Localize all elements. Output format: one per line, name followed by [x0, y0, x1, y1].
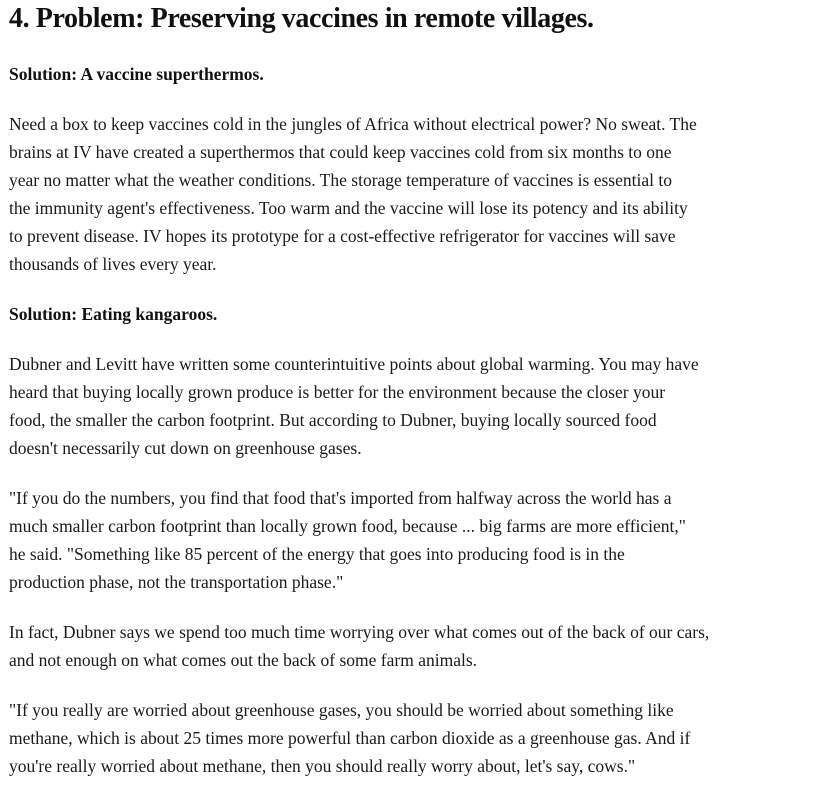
paragraph-global-warming: [9, 350, 835, 462]
paragraph-line: he said. "Something like 85 percent of the energy that goes into producing food is in the: [9, 544, 625, 564]
paragraph-line: you're really worried about methane, then you should really worry about, let's say, cows.": [9, 756, 636, 776]
paragraph-line: In fact, Dubner says we spend too much time worrying over what comes out of the back of our cars,: [9, 622, 710, 642]
solution-subheading: Solution: Eating kangaroos.: [9, 304, 218, 324]
solution-subheading: Solution: A vaccine superthermos.: [9, 64, 264, 84]
paragraph-farm-animals: [9, 618, 835, 674]
paragraph-line: heard that buying locally grown produce is better for the environment because the closer your: [9, 382, 666, 402]
paragraph-line: Need a box to keep vaccines cold in the jungles of Africa without electrical power? No sweat. The: [9, 114, 697, 134]
paragraph-line: to prevent disease. IV hopes its prototype for a cost-effective refrigerator for vaccines will save: [9, 226, 676, 246]
paragraph-line: and not enough on what comes out the back of some farm animals.: [9, 650, 478, 670]
paragraph-line: the immunity agent's effectiveness. Too warm and the vaccine will lose its potency and its ability: [9, 198, 688, 218]
paragraph-line: Dubner and Levitt have written some counterintuitive points about global warming. You may have: [9, 354, 699, 374]
paragraph-line: much smaller carbon footprint than locally grown food, because ... big farms are more efficient,": [9, 516, 686, 536]
paragraph-vaccine-superthermos: [9, 110, 835, 278]
paragraph-line: methane, which is about 25 times more powerful than carbon dioxide as a greenhouse gas. And if: [9, 728, 691, 748]
paragraph-line: thousands of lives every year.: [9, 254, 217, 274]
paragraph-line: "If you do the numbers, you find that food that's imported from halfway across the world has a: [9, 488, 672, 508]
paragraph-quote-methane: [9, 696, 835, 780]
paragraph-line: production phase, not the transportation phase.": [9, 572, 344, 592]
paragraph-quote-food-imports: [9, 484, 835, 596]
paragraph-line: food, the smaller the carbon footprint. But according to Dubner, buying locally sourced food: [9, 410, 657, 430]
paragraph-line: year no matter what the weather conditions. The storage temperature of vaccines is essential to: [9, 170, 672, 190]
section-heading: 4. Problem: Preserving vaccines in remote villages.: [9, 3, 594, 34]
paragraph-line: "If you really are worried about greenhouse gases, you should be worried about something like: [9, 700, 674, 720]
paragraph-line: brains at IV have created a superthermos that could keep vaccines cold from six months to one: [9, 142, 672, 162]
article-body: [9, 0, 835, 780]
paragraph-line: doesn't necessarily cut down on greenhouse gases.: [9, 438, 362, 458]
